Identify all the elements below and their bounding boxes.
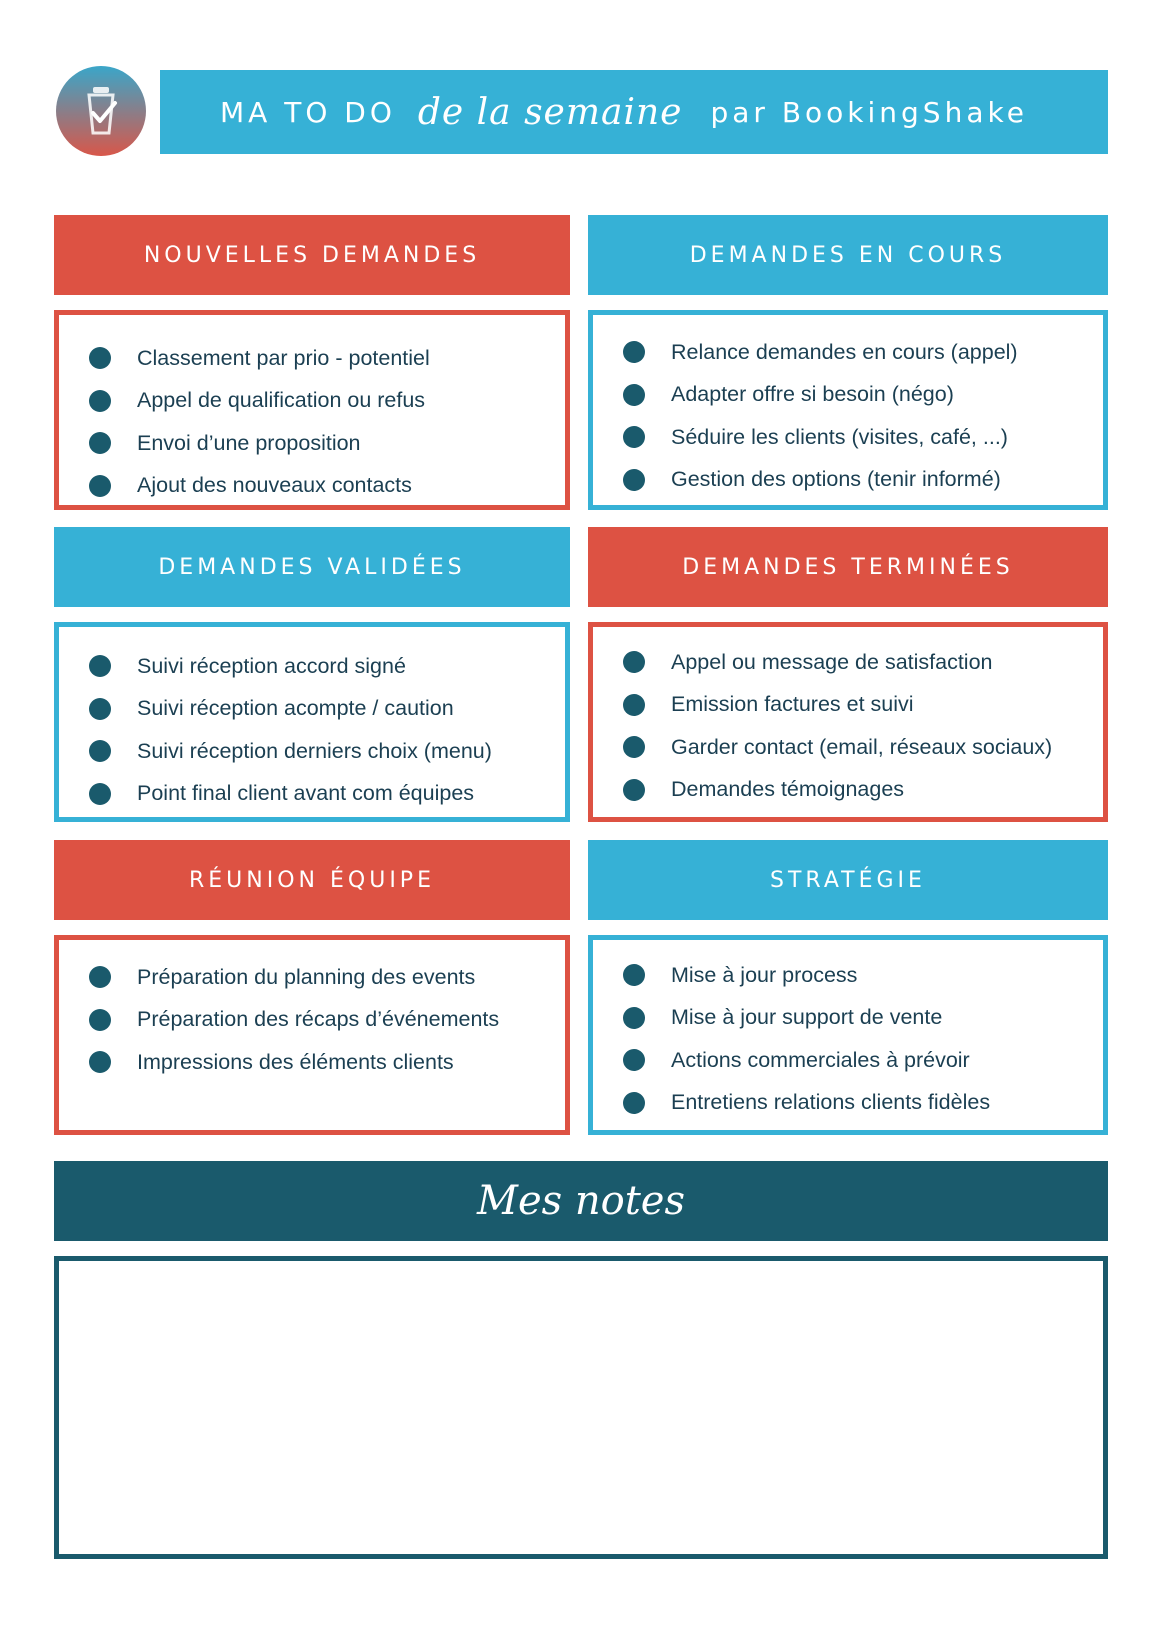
list-item (623, 997, 1103, 1040)
section-title: STRATÉGIE (770, 867, 926, 893)
list-item (89, 688, 565, 731)
bullet-icon (89, 1051, 111, 1073)
list-item (89, 730, 565, 773)
item-text: Relance demandes en cours (appel) (671, 339, 1018, 364)
list-item (89, 956, 565, 999)
bullet-icon (623, 779, 645, 801)
list-item (89, 1041, 565, 1084)
item-text: Appel ou message de satisfaction (671, 649, 993, 674)
section-title: RÉUNION ÉQUIPE (189, 867, 435, 893)
title-part1: MA TO DO (220, 95, 396, 129)
list-item (89, 337, 565, 380)
section-header-reunion-equipe (54, 840, 570, 920)
section-title: DEMANDES EN COURS (689, 242, 1007, 268)
bullet-icon (89, 783, 111, 805)
item-text: Gestion des options (tenir informé) (671, 467, 1001, 492)
bullet-icon (623, 426, 645, 448)
section-header-strategie (588, 840, 1108, 920)
bullet-icon (89, 390, 111, 412)
item-text: Adapter offre si besoin (négo) (671, 382, 954, 407)
bullet-icon (623, 1092, 645, 1114)
list-item (623, 416, 1103, 459)
list-item (623, 459, 1103, 502)
list-item (623, 1082, 1103, 1125)
item-text: Garder contact (email, réseaux sociaux) (671, 734, 1053, 759)
list-item (89, 465, 565, 508)
list-item (623, 331, 1103, 374)
section-title: NOUVELLES DEMANDES (143, 242, 481, 268)
section-box-nouvelles-demandes (54, 310, 570, 510)
bullet-icon (89, 655, 111, 677)
bullet-icon (89, 347, 111, 369)
list-item (89, 422, 565, 465)
list-item (623, 769, 1103, 812)
bullet-icon (623, 469, 645, 491)
list-item (623, 1039, 1103, 1082)
section-header-demandes-en-cours (588, 215, 1108, 295)
item-text: Actions commerciales à prévoir (671, 1047, 970, 1072)
item-text: Demandes témoignages (671, 777, 905, 802)
list-item (623, 641, 1103, 684)
bullet-icon (623, 651, 645, 673)
section-box-demandes-validees (54, 622, 570, 822)
item-text: Suivi réception accord signé (137, 653, 406, 678)
item-text: Suivi réception derniers choix (menu) (137, 738, 492, 763)
bullet-icon (623, 736, 645, 758)
item-text: Emission factures et suivi (671, 692, 914, 717)
notes-title: Mes notes (477, 1178, 685, 1224)
item-text: Envoi d’une proposition (137, 430, 361, 455)
shaker-check-icon (71, 81, 131, 141)
title-part2: de la semaine (417, 91, 683, 133)
notes-area[interactable] (54, 1256, 1108, 1559)
list-item (623, 726, 1103, 769)
item-text: Séduire les clients (visites, café, ...) (671, 424, 1008, 449)
list-item (623, 684, 1103, 727)
item-text: Préparation des récaps d’événements (137, 1007, 500, 1032)
title-banner (160, 70, 1108, 154)
list-item (623, 954, 1103, 997)
item-text: Point final client avant com équipes (137, 781, 475, 806)
bullet-icon (623, 964, 645, 986)
item-text: Mise à jour process (671, 962, 858, 987)
list-item (89, 645, 565, 688)
item-text: Appel de qualification ou refus (137, 388, 426, 413)
section-header-nouvelles-demandes (54, 215, 570, 295)
section-title: DEMANDES TERMINÉES (682, 554, 1014, 580)
bullet-icon (89, 966, 111, 988)
item-text: Mise à jour support de vente (671, 1005, 943, 1030)
bullet-icon (89, 698, 111, 720)
bullet-icon (623, 1007, 645, 1029)
logo (56, 66, 146, 156)
bullet-icon (623, 694, 645, 716)
section-box-strategie (588, 935, 1108, 1135)
bullet-icon (623, 341, 645, 363)
section-header-demandes-validees (54, 527, 570, 607)
bullet-icon (89, 432, 111, 454)
list-item (89, 999, 565, 1042)
bullet-icon (89, 475, 111, 497)
item-text: Ajout des nouveaux contacts (137, 473, 412, 498)
item-text: Impressions des éléments clients (137, 1049, 454, 1074)
list-item (89, 773, 565, 816)
item-text: Suivi réception acompte / caution (137, 696, 454, 721)
item-text: Préparation du planning des events (137, 964, 476, 989)
bullet-icon (623, 1049, 645, 1071)
title-part3: par BookingShake (710, 95, 1028, 129)
bullet-icon (89, 1009, 111, 1031)
bullet-icon (623, 384, 645, 406)
list-item (623, 374, 1103, 417)
notes-header (54, 1161, 1108, 1241)
section-box-demandes-en-cours (588, 310, 1108, 510)
item-text: Classement par prio - potentiel (137, 345, 430, 370)
section-box-demandes-terminees (588, 622, 1108, 822)
list-item (89, 380, 565, 423)
section-box-reunion-equipe (54, 935, 570, 1135)
bullet-icon (89, 740, 111, 762)
item-text: Entretiens relations clients fidèles (671, 1090, 991, 1115)
section-header-demandes-terminees (588, 527, 1108, 607)
section-title: DEMANDES VALIDÉES (158, 554, 466, 580)
